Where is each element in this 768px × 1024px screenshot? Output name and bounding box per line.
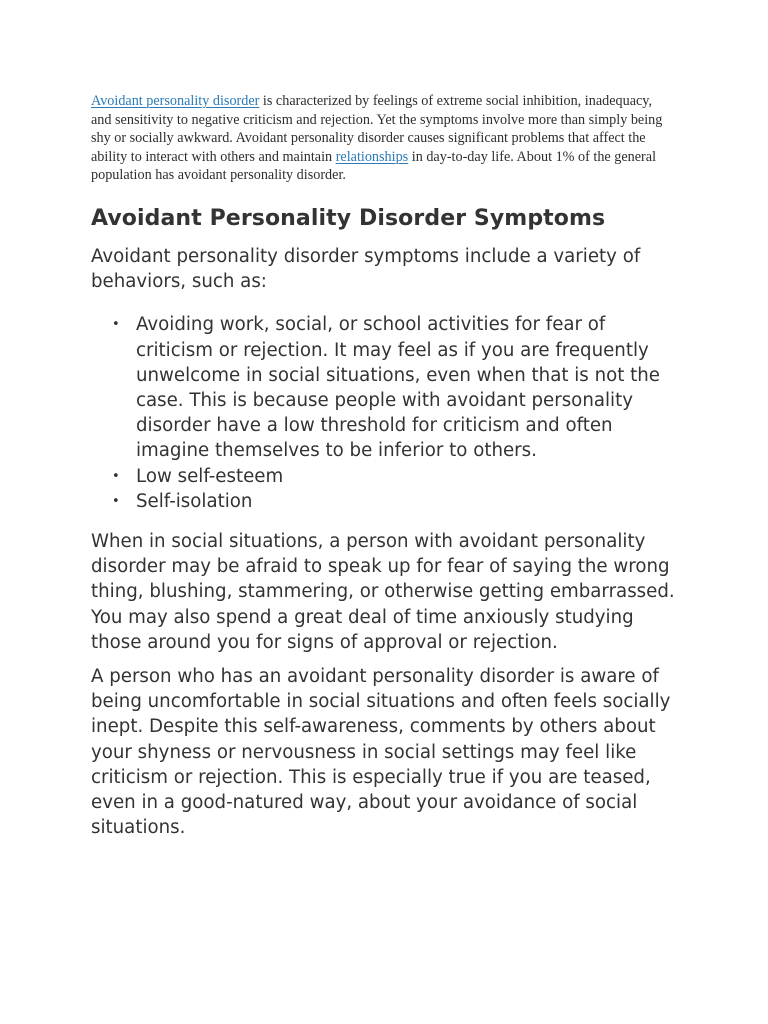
intro-text-2: in day-to-day life. About 1% of the general population has avoidant personality disorder. <box>91 148 657 184</box>
list-item <box>91 312 681 463</box>
document-page <box>91 92 691 840</box>
list-item-text: Avoiding work, social, or school activities for fear of criticism or rejection. It may feel as if you are frequently unwelcome in social situations, even when that is not the case. This is because people with avoidant personality disorder have a low threshold for criticism and often imagine themselves to be inferior to others. <box>136 314 660 462</box>
lead-paragraph: Avoidant personality disorder symptoms include a variety of behaviors, such as: <box>91 245 641 293</box>
section-heading: Avoidant Personality Disorder Symptoms <box>91 205 606 231</box>
bullet-icon: • <box>112 468 120 484</box>
avoidant-personality-disorder-link[interactable]: Avoidant personality disorder <box>91 93 260 109</box>
social-situations-paragraph: When in social situations, a person with avoidant personality disorder may be afraid to speak up for fear of saying the wrong thing, blushing, stammering, or otherwise getting embarrassed. You may also spend a great deal of time anxiously studying those around you for signs of approval or rejection. <box>91 531 675 653</box>
list-item <box>91 464 681 489</box>
relationships-link[interactable]: relationships <box>335 148 409 165</box>
list-item-text: Low self-esteem <box>136 465 284 487</box>
bullet-icon: • <box>112 493 120 509</box>
awareness-paragraph: A person who has an avoidant personality disorder is aware of being uncomfortable in social situations and often feels socially inept. Despite this self-awareness, comments by others about your shyness or nervousness in social settings may feel like criticism or rejection. This is especially true if you are teased, even in a good-natured way, about your avoidance of social situations. <box>91 666 671 839</box>
list-item-text: Self-isolation <box>136 490 253 512</box>
intro-paragraph <box>91 92 671 185</box>
list-item <box>91 489 681 514</box>
bullet-icon: • <box>112 317 120 333</box>
intro-text-1: is characterized by feelings of extreme social inhibition, inadequacy, and sensitivity to negative criticism and rejection. Yet the symptoms involve more than simply being shy or socially awkward. Avoidant personality disorder causes significant problems that affect the ability to interact with others and maintain <box>91 93 663 165</box>
symptoms-list <box>91 312 691 514</box>
